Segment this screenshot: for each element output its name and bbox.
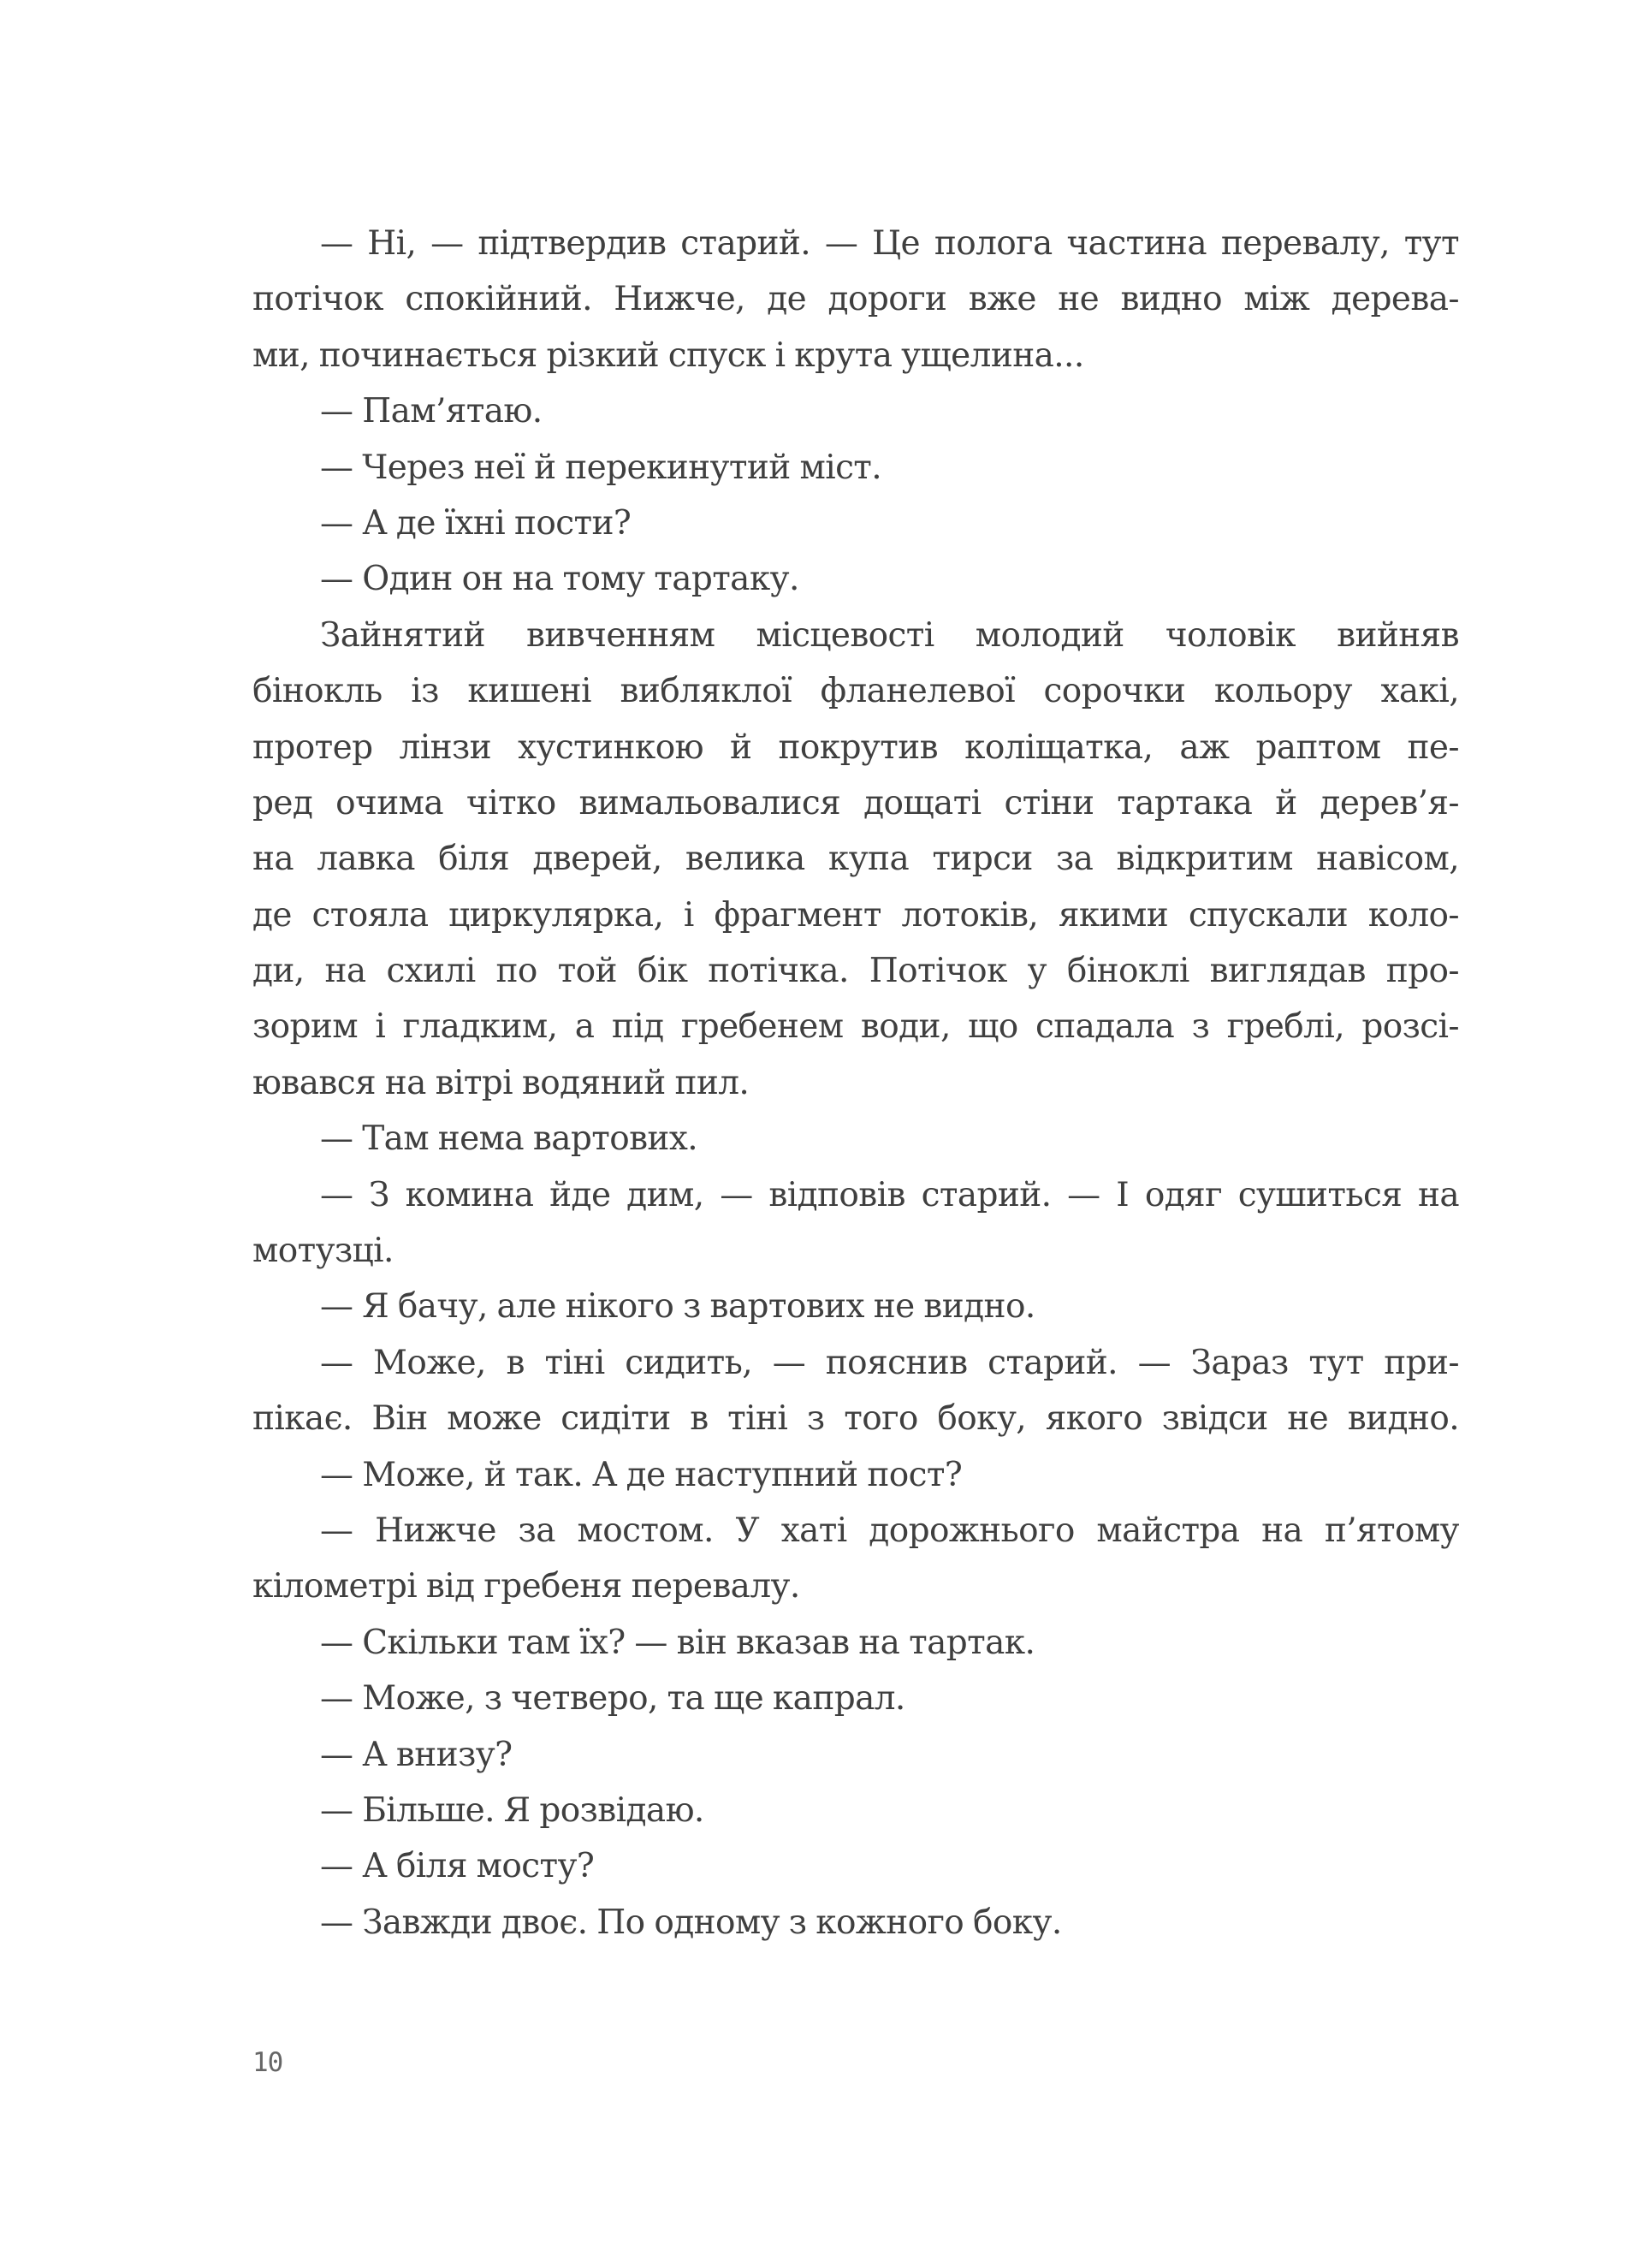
text-line: ред очима чітко вимальовалися дощаті стіни тартака й дерев’я- xyxy=(252,783,1459,822)
dialogue-line: — А де їхні пости? xyxy=(320,503,632,543)
dialogue-line: — А внизу? xyxy=(320,1735,513,1774)
text-line: ювався на вітрі водяний пил. xyxy=(252,1063,750,1102)
page-number: 10 xyxy=(252,2047,283,2078)
dialogue-line: — З комина йде дим, — відповів старий. — І одяг сушиться на xyxy=(320,1175,1459,1214)
text-line: де стояла циркулярка, і фрагмент лотоків, якими спускали коло- xyxy=(252,895,1459,935)
dialogue-line: — Через неї й перекинутий міст. xyxy=(320,448,882,487)
dialogue-line: — Там нема вартових. xyxy=(320,1119,698,1159)
dialogue-line: — Я бачу, але нікого з вартових не видно. xyxy=(320,1287,1035,1327)
dialogue-line: — Може, з четверо, та ще капрал. xyxy=(320,1679,905,1719)
dialogue-line: — Може, й так. А де наступний пост? xyxy=(320,1455,963,1494)
dialogue-line: — Більше. Я розвідаю. xyxy=(320,1790,704,1830)
text-line: зорим і гладким, а під гребенем води, що спадала з греблі, розсі- xyxy=(252,1007,1459,1047)
dialogue-line: — Пам’ятаю. xyxy=(320,392,543,431)
text-line: бінокль із кишені вибляклої фланелевої сорочки кольору хакі, xyxy=(252,672,1459,711)
text-line: пікає. Він може сидіти в тіні з того боку, якого звідси не видно. xyxy=(252,1399,1459,1439)
text-line: — Ні, — підтвердив старий. — Це полога частина перевалу, тут xyxy=(320,224,1459,263)
text-line: ди, на схилі по той бік потічка. Потічок у біноклі виглядав про- xyxy=(252,952,1459,991)
text-line: мотузці. xyxy=(252,1232,394,1271)
text-line: Зайнятий вивченням місцевості молодий чоловік вийняв xyxy=(320,615,1459,655)
dialogue-line: — Може, в тіні сидить, — пояснив старий. — Зараз тут при- xyxy=(320,1343,1459,1382)
dialogue-line: — Один он на тому тартаку. xyxy=(320,560,799,599)
text-line: протер лінзи хустинкою й покрутив коліщатка, аж раптом пе- xyxy=(252,727,1459,767)
dialogue-line: — Скільки там їх? — він вказав на тартак. xyxy=(320,1623,1035,1662)
body-text xyxy=(252,216,1459,1950)
dialogue-line: — Нижче за мостом. У хаті дорожнього майстра на п’ятому xyxy=(320,1511,1459,1550)
text-line: на лавка біля дверей, велика купа тирси за відкритим навісом, xyxy=(252,840,1459,879)
dialogue-line: — А біля мосту? xyxy=(320,1847,595,1886)
text-line: кілометрі від гребеня перевалу. xyxy=(252,1567,800,1606)
text-line: ми, починається різкий спуск і крута ущелина... xyxy=(252,335,1084,375)
dialogue-line: — Завжди двоє. По одному з кожного боку. xyxy=(320,1903,1062,1942)
text-line: потічок спокійний. Нижче, де дороги вже не видно між дерева- xyxy=(252,280,1459,319)
